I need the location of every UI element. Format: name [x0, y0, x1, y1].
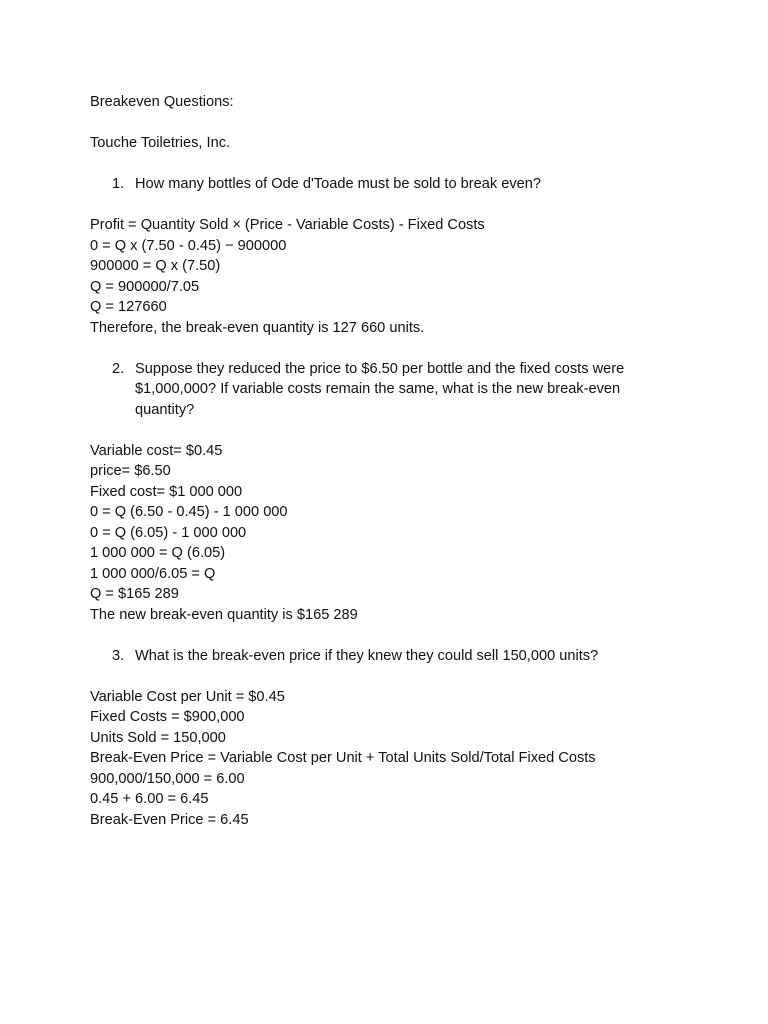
question-1 [90, 174, 690, 195]
spacer [90, 195, 690, 216]
question-text: Suppose they reduced the price to $6.50 per bottle and the fixed costs were $1,000,000? If variable costs remain the same, what is the new break-even quantity? [135, 360, 625, 418]
question-number: 1. [112, 176, 125, 192]
question-number: 2. [112, 360, 125, 377]
question-3 [90, 646, 690, 667]
work-line: Q = 900000/7.05 [90, 278, 200, 295]
question-text: What is the break-even price if they knew they could sell 150,000 units? [135, 647, 599, 664]
work-line: The new break-even quantity is $165 289 [90, 606, 358, 623]
work-line: Q = $165 289 [90, 586, 179, 602]
work-line: Variable cost= $0.45 [90, 442, 223, 459]
work-line: 900,000/150,000 = 6.00 [90, 770, 245, 787]
spacer [90, 666, 690, 687]
spacer [90, 625, 690, 646]
work-line: Fixed cost= $1 000 000 [90, 483, 243, 500]
work-line: 0.45 + 6.00 = 6.45 [90, 791, 209, 807]
company-name: Touche Toiletries, Inc. [90, 135, 231, 151]
work-line: price= $6.50 [90, 463, 171, 479]
work-line: 1 000 000 = Q (6.05) [90, 545, 226, 561]
work-line: Profit = Quantity Sold × (Price - Variable Costs) - Fixed Costs [90, 217, 485, 233]
work-line: Fixed Costs = $900,000 [90, 709, 245, 725]
work-line: 0 = Q x (7.50 - 0.45) − 900000 [90, 237, 287, 254]
question-number: 3. [112, 647, 125, 664]
work-line: Q = 127660 [90, 299, 167, 315]
work-line: 0 = Q (6.05) - 1 000 000 [90, 524, 247, 541]
work-line: 1 000 000/6.05 = Q [90, 565, 216, 582]
work-line: Therefore, the break-even quantity is 127 660 units. [90, 319, 425, 336]
document-body [90, 92, 690, 830]
work-line: Break-Even Price = Variable Cost per Unit + Total Units Sold/Total Fixed Costs [90, 750, 596, 766]
document-heading: Breakeven Questions: [90, 94, 234, 110]
spacer [90, 154, 690, 175]
work-line: Variable Cost per Unit = $0.45 [90, 688, 285, 705]
work-line: Break-Even Price = 6.45 [90, 811, 249, 828]
question-2 [90, 359, 690, 421]
work-line: Units Sold = 150,000 [90, 729, 226, 746]
question-text: How many bottles of Ode d'Toade must be sold to break even? [135, 176, 541, 192]
work-line: 900000 = Q x (7.50) [90, 258, 221, 274]
spacer [90, 113, 690, 134]
work-line: 0 = Q (6.50 - 0.45) - 1 000 000 [90, 504, 288, 520]
spacer [90, 338, 690, 359]
spacer [90, 420, 690, 441]
